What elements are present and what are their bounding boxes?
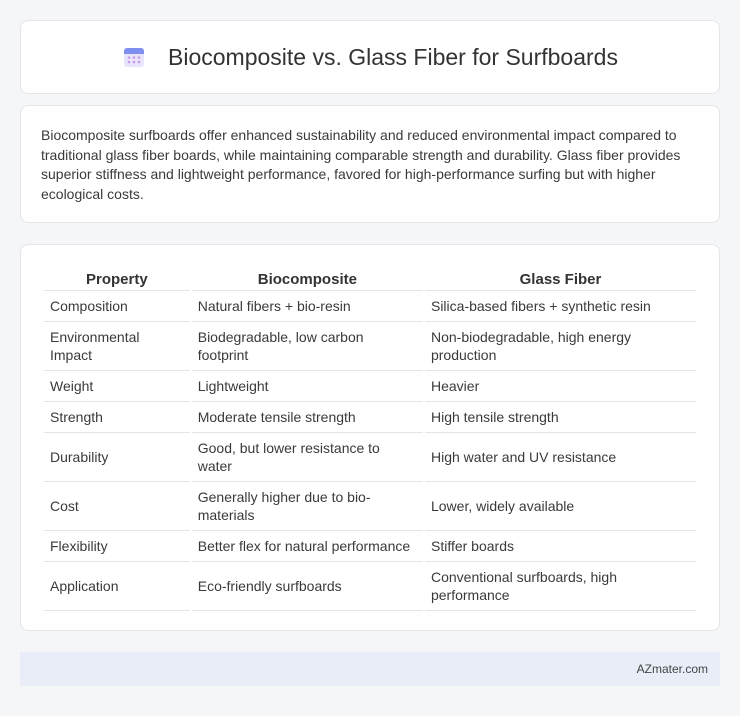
cell-biocomposite: Moderate tensile strength (192, 402, 423, 433)
cell-glass-fiber: High water and UV resistance (425, 433, 696, 482)
footer (20, 652, 720, 686)
cell-biocomposite: Natural fibers + bio-resin (192, 291, 423, 322)
table-row (44, 433, 696, 482)
cell-property: Composition (44, 291, 190, 322)
table-row (44, 371, 696, 402)
comparison-card (20, 244, 720, 631)
cell-biocomposite: Good, but lower resistance to water (192, 433, 423, 482)
cell-glass-fiber: Lower, widely available (425, 482, 696, 531)
cell-glass-fiber: Stiffer boards (425, 531, 696, 562)
summary-text: Biocomposite surfboards offer enhanced sustainability and reduced environmental impact compared to traditional glass fiber boards, while maintaining comparable strength and durability. Glass fiber provides superior stiffness and lightweight performance, favored for high-performance surfing but with higher ecological costs. (41, 127, 681, 202)
header-property: Property (44, 265, 190, 291)
cell-biocomposite: Biodegradable, low carbon footprint (192, 322, 423, 371)
cell-property: Weight (44, 371, 190, 402)
calendar-icon (122, 45, 146, 69)
header-card (20, 20, 720, 94)
cell-property: Environmental Impact (44, 322, 190, 371)
cell-biocomposite: Generally higher due to bio-materials (192, 482, 423, 531)
cell-biocomposite: Lightweight (192, 371, 423, 402)
summary-card (20, 105, 720, 223)
table-row (44, 531, 696, 562)
cell-glass-fiber: Heavier (425, 371, 696, 402)
table-row (44, 322, 696, 371)
table-row (44, 562, 696, 611)
cell-glass-fiber: Silica-based fibers + synthetic resin (425, 291, 696, 322)
table-row (44, 291, 696, 322)
cell-biocomposite: Better flex for natural performance (192, 531, 423, 562)
cell-biocomposite: Eco-friendly surfboards (192, 562, 423, 611)
cell-glass-fiber: High tensile strength (425, 402, 696, 433)
cell-property: Durability (44, 433, 190, 482)
footer-brand: AZmater.com (636, 662, 708, 676)
cell-property: Flexibility (44, 531, 190, 562)
comparison-table (42, 265, 698, 611)
cell-glass-fiber: Non-biodegradable, high energy production (425, 322, 696, 371)
cell-property: Cost (44, 482, 190, 531)
cell-property: Application (44, 562, 190, 611)
table-row (44, 402, 696, 433)
header-glass-fiber: Glass Fiber (425, 265, 696, 291)
cell-glass-fiber: Conventional surfboards, high performance (425, 562, 696, 611)
table-row (44, 482, 696, 531)
header-biocomposite: Biocomposite (192, 265, 423, 291)
page-title: Biocomposite vs. Glass Fiber for Surfboards (168, 43, 618, 70)
cell-property: Strength (44, 402, 190, 433)
